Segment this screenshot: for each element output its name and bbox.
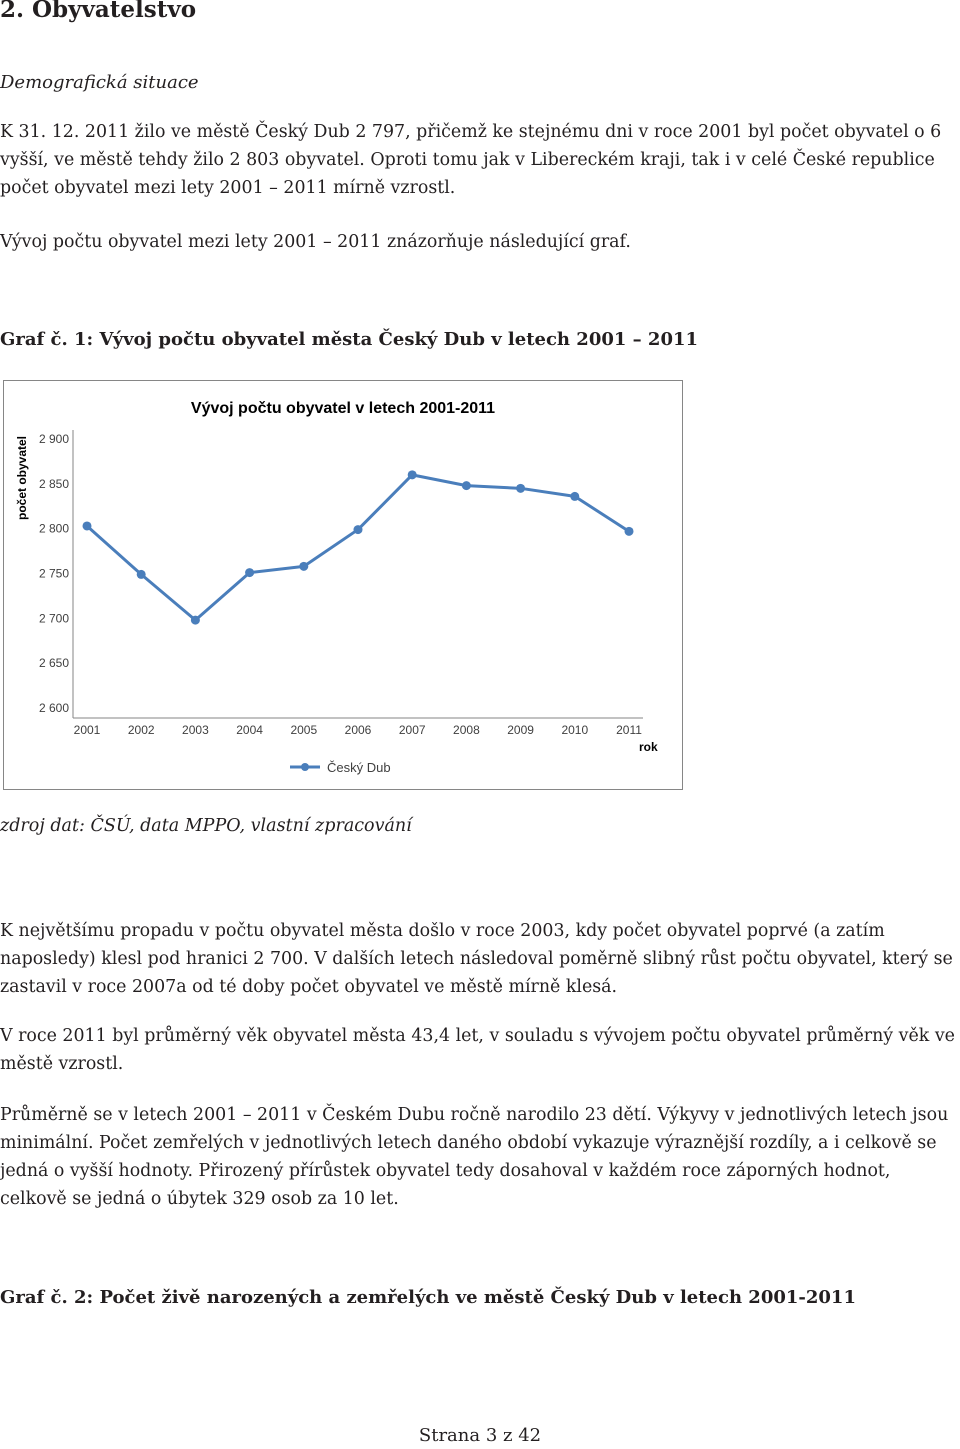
intro-paragraph: K 31. 12. 2011 žilo ve městě Český Dub 2 797, přičemž ke stejnému dni v roce 2001 byl počet obyvatel o 6 vyšší, ve městě tehdy žilo 2 803 obyvatel. Oproti tomu jak v Libereckém kraji, tak i v celé České republice počet obyvatel mezi lety 2001 – 2011 mírně vzrostl. — [0, 122, 942, 198]
y-tick-label: 2 750 — [38, 566, 69, 581]
section-title: 2. Obyvatelstvo — [0, 0, 197, 23]
chart-1-caption: Graf č. 1: Vývoj počtu obyvatel města Český Dub v letech 2001 – 2011 — [0, 329, 699, 350]
x-tick-label: 2002 — [127, 723, 155, 737]
x-axis-label: rok — [639, 740, 658, 754]
average-age-paragraph: V roce 2011 byl průměrný věk obyvatel města 43,4 let, v souladu s vývojem počtu obyvatel průměrný věk ve městě vzrostl. — [0, 1026, 955, 1074]
page-footer: Strana 3 z 42 — [418, 1425, 542, 1446]
data-point — [137, 570, 146, 579]
y-tick-label: 2 700 — [38, 611, 69, 626]
chart-2-caption: Graf č. 2: Počet živě narozených a zemřelých ve městě Český Dub v letech 2001-2011 — [0, 1287, 856, 1308]
data-point — [191, 616, 200, 625]
data-point — [625, 527, 634, 536]
source-note: zdroj dat: ČSÚ, data MPPO, vlastní zpracování — [0, 816, 412, 836]
data-point — [462, 481, 471, 490]
population-decline-paragraph: K největšímu propadu v počtu obyvatel města došlo v roce 2003, kdy počet obyvatel poprvé (a zatím naposledy) klesl pod hranici 2 700. V dalších letech následoval poměrně slibný růst počtu obyvatel, který se zastavil v roce 2007a od té doby počet obyvatel ve městě mírně klesá. — [0, 921, 953, 997]
data-point — [516, 484, 525, 493]
x-tick-label: 2011 — [616, 723, 642, 737]
x-tick-label: 2009 — [507, 723, 534, 737]
data-point — [354, 525, 363, 534]
data-point — [408, 470, 417, 479]
y-tick-label: 2 650 — [38, 656, 69, 671]
x-tick-label: 2010 — [561, 723, 589, 737]
y-tick-label: 2 600 — [38, 701, 69, 715]
legend-label-cesky-dub: Český Dub — [327, 760, 391, 775]
x-tick-label: 2003 — [182, 723, 209, 737]
x-tick-label: 2007 — [398, 723, 426, 737]
graph-intro-paragraph: Vývoj počtu obyvatel mezi lety 2001 – 2011 znázorňuje následující graf. — [0, 232, 631, 252]
y-tick-label: 2 900 — [38, 432, 69, 446]
x-tick-label: 2006 — [344, 723, 372, 737]
legend-marker — [301, 763, 309, 771]
x-tick-label: 2004 — [236, 723, 263, 737]
data-point — [83, 521, 92, 530]
data-point — [299, 562, 308, 571]
chart-title: Vývoj počtu obyvatel v letech 2001-2011 — [190, 400, 496, 417]
x-tick-label: 2005 — [290, 723, 318, 737]
x-tick-label: 2001 — [73, 723, 101, 737]
data-point — [570, 492, 579, 501]
y-tick-label: 2 800 — [38, 521, 69, 536]
births-deaths-paragraph: Průměrně se v letech 2001 – 2011 v Českém Dubu ročně narodilo 23 dětí. Výkyvy v jednotlivých letech jsou minimální. Počet zemřelých v jednotlivých letech daného období vykazuje výraznější rozdíly, a i celkově se jedná o vyšší hodnoty. Přirozený přírůstek obyvatel tedy dosahoval v každém roce záporných hodnot, celkově se jedná o úbytek 329 osob za 10 let. — [0, 1105, 949, 1209]
data-point — [245, 568, 254, 577]
y-axis-label: počet obyvatel — [15, 435, 29, 521]
y-tick-label: 2 850 — [38, 476, 69, 491]
population-line-chart — [3, 380, 683, 790]
x-tick-label: 2008 — [453, 723, 480, 737]
subheading: Demografická situace — [0, 72, 199, 93]
